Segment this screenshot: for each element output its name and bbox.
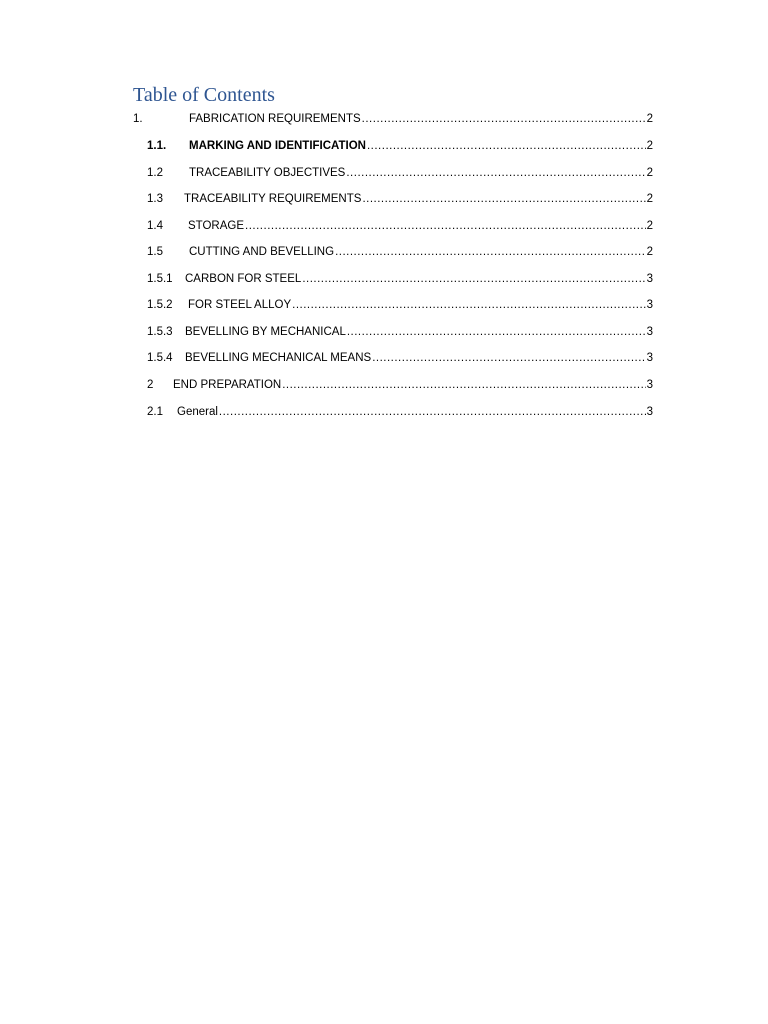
toc-entry[interactable] bbox=[147, 324, 653, 340]
toc-entry-number: 1.3 bbox=[147, 193, 163, 205]
toc-leader-dots bbox=[282, 377, 645, 393]
toc-leader-dots bbox=[219, 404, 646, 420]
toc-entry[interactable] bbox=[147, 404, 653, 420]
toc-entry-number: 1.5.3 bbox=[147, 326, 173, 338]
toc-entry-number: 1.2 bbox=[147, 167, 163, 179]
toc-entry[interactable] bbox=[133, 111, 653, 127]
toc-entry-number: 1.4 bbox=[147, 220, 163, 232]
toc-entry[interactable] bbox=[147, 191, 653, 207]
toc-leader-dots bbox=[362, 111, 646, 127]
toc-leader-dots bbox=[362, 191, 645, 207]
toc-entry-number: 1.5.1 bbox=[147, 273, 173, 285]
toc-entry-text: STORAGE bbox=[188, 220, 245, 232]
toc-title: Table of Contents bbox=[133, 84, 275, 106]
toc-entry-page: 3 bbox=[646, 326, 653, 338]
toc-entry-number: 1.1. bbox=[147, 140, 167, 152]
toc-entry[interactable] bbox=[147, 138, 653, 154]
toc-entry-text: CUTTING AND BEVELLING bbox=[189, 246, 335, 258]
toc-entry-text: TRACEABILITY OBJECTIVES bbox=[189, 167, 346, 179]
toc-entry-text: MARKING AND IDENTIFICATION bbox=[189, 140, 366, 152]
toc-entry[interactable] bbox=[147, 377, 653, 393]
toc-leader-dots bbox=[372, 350, 645, 366]
toc-entry-page: 3 bbox=[646, 299, 653, 311]
toc-entry-text: TRACEABILITY REQUIREMENTS bbox=[184, 193, 362, 205]
toc-entry-text: END PREPARATION bbox=[173, 379, 282, 391]
toc-entry-number: 2 bbox=[147, 379, 154, 391]
toc-entry[interactable] bbox=[147, 165, 653, 181]
toc-leader-dots bbox=[346, 165, 645, 181]
toc-entry-text: CARBON FOR STEEL bbox=[185, 273, 302, 285]
toc-leader-dots bbox=[302, 271, 645, 287]
toc-entry-page: 3 bbox=[646, 379, 653, 391]
toc-entry-text: General bbox=[177, 406, 218, 418]
toc-entry-page: 2 bbox=[646, 140, 653, 152]
toc-entry-text: FOR STEEL ALLOY bbox=[188, 299, 292, 311]
toc-entry-page: 2 bbox=[646, 246, 653, 258]
toc-leader-dots bbox=[367, 138, 646, 154]
toc-leader-dots bbox=[335, 244, 646, 260]
toc-entry-page: 3 bbox=[646, 352, 653, 364]
toc-entry-page: 2 bbox=[646, 193, 653, 205]
toc-entry-number: 1. bbox=[133, 113, 143, 125]
toc-entry[interactable] bbox=[147, 244, 653, 260]
toc-leader-dots bbox=[347, 324, 646, 340]
toc-leader-dots bbox=[292, 297, 645, 313]
toc-entry-number: 1.5.2 bbox=[147, 299, 173, 311]
toc-entry-page: 2 bbox=[646, 220, 653, 232]
toc-entry[interactable] bbox=[147, 271, 653, 287]
toc-entry-text: BEVELLING MECHANICAL MEANS bbox=[185, 352, 372, 364]
toc-entry[interactable] bbox=[147, 297, 653, 313]
toc-entry-page: 3 bbox=[646, 406, 653, 418]
toc-entry[interactable] bbox=[147, 350, 653, 366]
toc-entry-page: 2 bbox=[646, 113, 653, 125]
toc-entry[interactable] bbox=[147, 218, 653, 234]
toc-entry-number: 2.1 bbox=[147, 406, 163, 418]
toc-entry-page: 3 bbox=[646, 273, 653, 285]
toc-entry-page: 2 bbox=[646, 167, 653, 179]
toc-entry-text: BEVELLING BY MECHANICAL bbox=[185, 326, 346, 338]
toc-entry-number: 1.5.4 bbox=[147, 352, 173, 364]
toc-entry-number: 1.5 bbox=[147, 246, 163, 258]
toc-leader-dots bbox=[245, 218, 646, 234]
toc-entry-text: FABRICATION REQUIREMENTS bbox=[189, 113, 361, 125]
